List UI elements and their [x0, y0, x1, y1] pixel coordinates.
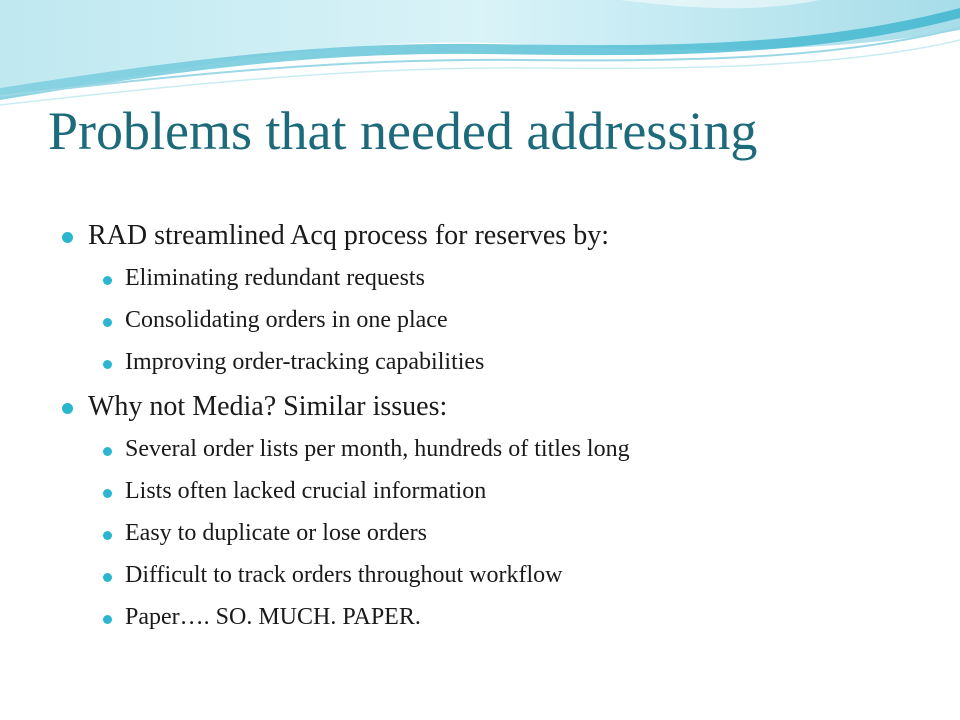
bullet-level2: [125, 520, 427, 547]
bullet-level2: [125, 307, 448, 334]
bullet-level2: [125, 265, 425, 292]
bullet-text: Difficult to track orders throughout workflow: [125, 562, 563, 588]
bullet-dot-icon: [103, 360, 112, 369]
bullet-level1: [88, 391, 447, 423]
bullet-level2: [125, 436, 630, 463]
bullet-dot-icon: [103, 615, 112, 624]
bullet-level2: [125, 349, 484, 376]
bullet-level2: [125, 562, 562, 589]
bullet-dot-icon: [103, 573, 112, 582]
bullet-dot-icon: [62, 403, 73, 414]
bullet-text: Eliminating redundant requests: [125, 265, 425, 291]
bullet-level2: [125, 478, 486, 505]
bullet-dot-icon: [103, 489, 112, 498]
bullet-level2: [125, 604, 421, 631]
bullet-level1: [88, 220, 609, 252]
bullet-dot-icon: [103, 447, 112, 456]
bullet-dot-icon: [103, 531, 112, 540]
bullet-text: Improving order-tracking capabilities: [125, 349, 485, 375]
bullet-dot-icon: [103, 318, 112, 327]
bullet-text: Several order lists per month, hundreds of titles long: [125, 436, 630, 462]
bullet-dot-icon: [62, 232, 73, 243]
bullet-text: Why not Media? Similar issues:: [88, 391, 448, 422]
bullet-text: Consolidating orders in one place: [125, 307, 448, 333]
bullet-dot-icon: [103, 276, 112, 285]
bullet-text: Easy to duplicate or lose orders: [125, 520, 427, 546]
slide-title: Problems that needed addressing: [48, 101, 758, 161]
bullet-text: RAD streamlined Acq process for reserves by:: [88, 220, 609, 251]
bullet-text: Lists often lacked crucial information: [125, 478, 487, 504]
bullet-text: Paper…. SO. MUCH. PAPER.: [125, 604, 421, 630]
